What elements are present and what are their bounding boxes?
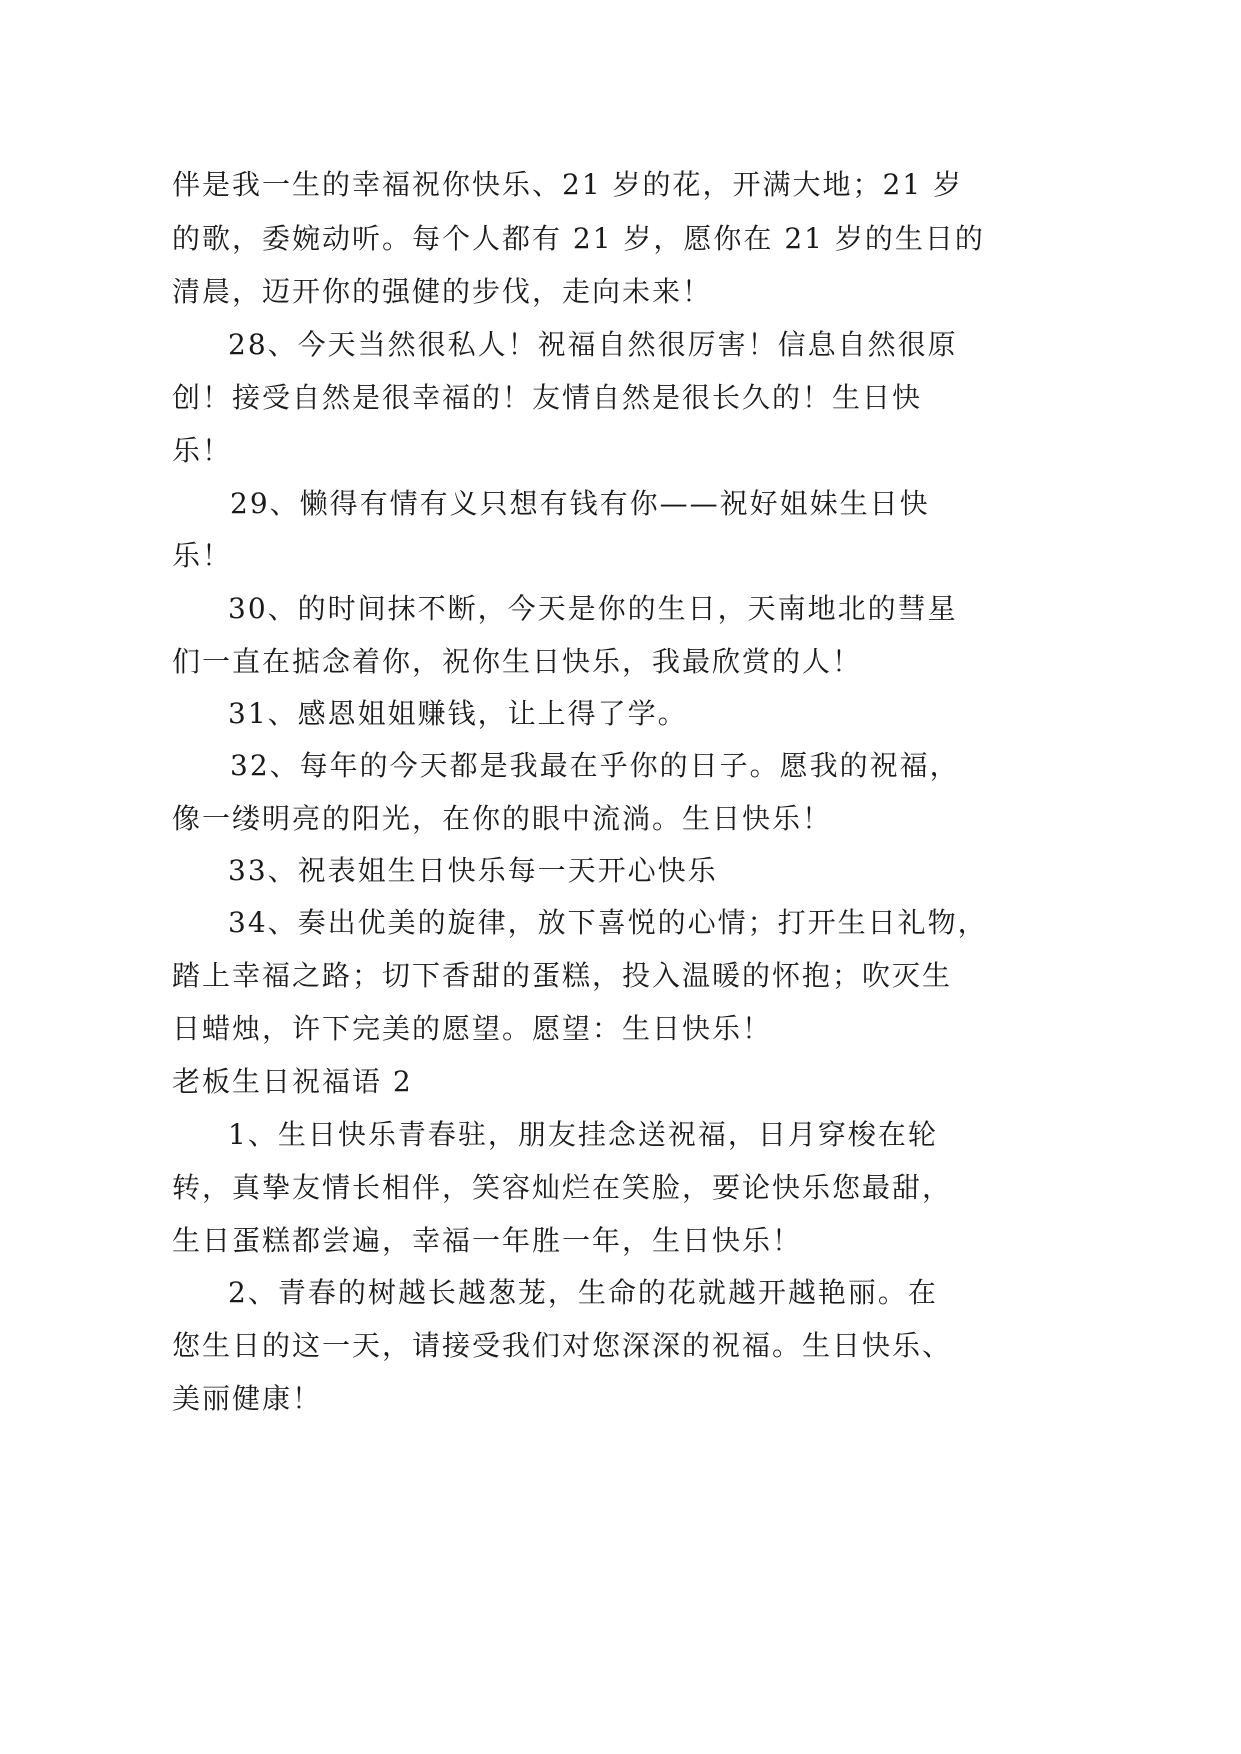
paragraph-33-line-1: 33、祝表姐生日快乐每一天开心快乐 [228, 854, 718, 887]
paragraph-29-line-1: 29、懒得有情有义只想有钱有你——祝好姐妹生日快 [230, 487, 930, 520]
paragraph-30-line-1: 30、的时间抹不断，今天是你的生日，天南地北的彗星 [228, 592, 958, 625]
paragraph-31-line-1: 31、感恩姐姐赚钱，让上得了学。 [228, 697, 688, 730]
text-line: 美丽健康！ [172, 1382, 323, 1415]
paragraph-1-line-1: 1、生日快乐青春驻，朋友挂念送祝福，日月穿梭在轮 [228, 1118, 938, 1151]
text-line: 日蜡烛，许下完美的愿望。愿望：生日快乐！ [172, 1012, 773, 1045]
text-line: 转，真挚友情长相伴，笑容灿烂在笑脸，要论快乐您最甜， [172, 1171, 953, 1204]
paragraph-32-line-1: 32、每年的今天都是我最在乎你的日子。愿我的祝福， [230, 749, 960, 782]
text-line: 的歌，委婉动听。每个人都有 21 岁，愿你在 21 岁的生日的 [172, 222, 985, 255]
text-line: 乐！ [172, 434, 233, 467]
text-line: 清晨，迈开你的强健的步伐，走向未来！ [172, 275, 713, 308]
paragraph-28-line-1: 28、今天当然很私人！祝福自然很厉害！信息自然很原 [228, 328, 958, 361]
text-line: 创！接受自然是很幸福的！友情自然是很长久的！生日快 [172, 381, 923, 414]
text-line: 们一直在掂念着你，祝你生日快乐，我最欣赏的人！ [172, 645, 863, 678]
text-line: 您生日的这一天，请接受我们对您深深的祝福。生日快乐、 [172, 1329, 953, 1362]
paragraph-2-line-1: 2、青春的树越长越葱茏，生命的花就越开越艳丽。在 [228, 1276, 938, 1309]
text-line: 像一缕明亮的阳光，在你的眼中流淌。生日快乐！ [172, 802, 833, 835]
paragraph-34-line-1: 34、奏出优美的旋律，放下喜悦的心情；打开生日礼物， [228, 906, 988, 939]
section-heading: 老板生日祝福语 2 [172, 1065, 413, 1098]
text-line: 伴是我一生的幸福祝你快乐、21 岁的花，开满大地；21 岁 [172, 168, 964, 201]
text-line: 乐！ [172, 539, 233, 572]
text-line: 生日蛋糕都尝遍，幸福一年胜一年，生日快乐！ [172, 1224, 803, 1257]
text-line: 踏上幸福之路；切下香甜的蛋糕，投入温暖的怀抱；吹灭生 [172, 959, 953, 992]
